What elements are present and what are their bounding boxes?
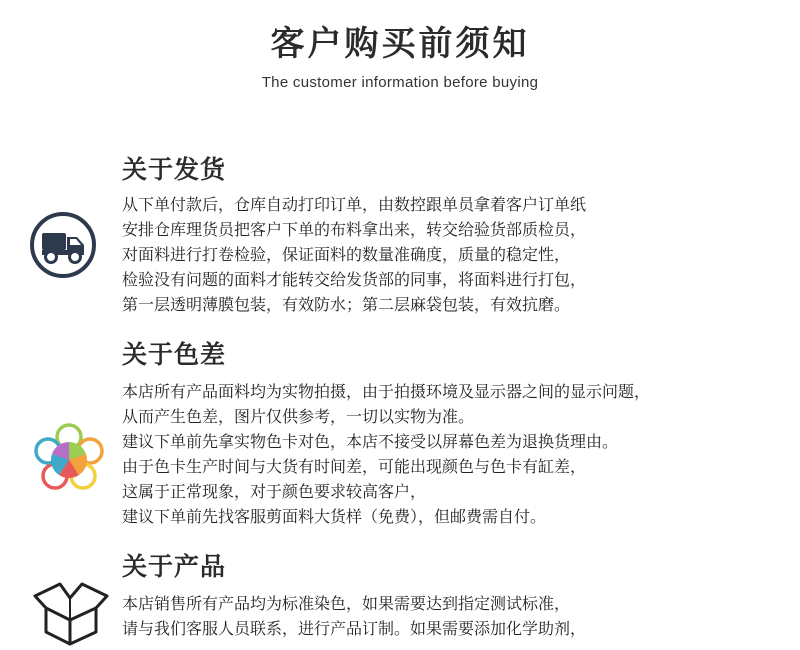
section-title: 关于色差 (122, 340, 227, 369)
body-line: 本店所有产品面料均为实物拍摄，由于拍摄环境及显示器之间的显示问题， (122, 382, 651, 401)
body-line: 建议下单前先找客服剪面料大货样（免费），但邮费需自付。 (122, 507, 547, 526)
open-box-icon (32, 578, 110, 650)
body-line: 这属于正常现象，对于颜色要求较高客户， (122, 482, 427, 501)
section-body (122, 591, 586, 641)
body-line: 第一层透明薄膜包装，有效防水；第二层麻袋包装，有效抗磨。 (122, 295, 571, 314)
page-subtitle: The customer information before buying (261, 74, 539, 91)
delivery-truck-icon (28, 210, 98, 284)
body-line: 请与我们客服人员联系，进行产品订制。如果需要添加化学助剂， (122, 619, 587, 638)
body-line: 从下单付款后，仓库自动打印订单，由数控跟单员拿着客户订单纸 (122, 195, 587, 214)
body-line: 安排仓库理货员把客户下单的布料拿出来，转交给验货部质检员， (122, 220, 587, 239)
body-line: 建议下单前先拿实物色卡对色，本店不接受以屏幕色差为退换货理由。 (122, 432, 619, 451)
page-title: 客户购买前须知 (270, 24, 530, 64)
body-line: 由于色卡生产时间与大货有时间差，可能出现颜色与色卡有缸差， (122, 457, 587, 476)
body-line: 对面料进行打卷检验，保证面料的数量准确度，质量的稳定性， (122, 245, 571, 264)
body-line: 从而产生色差，图片仅供参考，一切以实物为准。 (122, 407, 475, 426)
section-title: 关于发货 (122, 155, 227, 184)
section-body (122, 379, 650, 529)
header (0, 18, 800, 91)
body-line: 检验没有问题的面料才能转交给发货部的同事，将面料进行打包， (122, 270, 587, 289)
section-body (122, 192, 586, 317)
section-title: 关于产品 (122, 552, 227, 581)
body-line: 本店销售所有产品均为标准染色，如果需要达到指定测试标准， (122, 594, 571, 613)
color-palette-icon (28, 418, 110, 504)
